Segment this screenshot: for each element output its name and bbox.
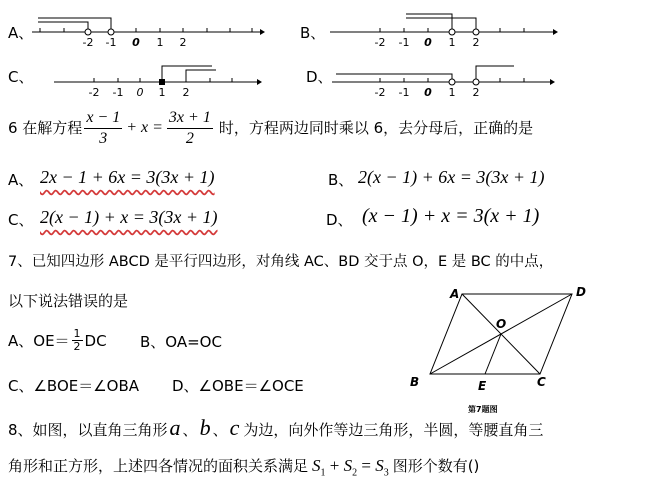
q6-option-d-expr: (x − 1) + x = 3(x + 1) [362, 205, 540, 227]
tick-label: -2 [374, 86, 386, 99]
q7-option-a-fraction [72, 328, 83, 353]
fraction-denominator: 3 [99, 129, 108, 147]
q6-fraction-1 [84, 108, 122, 149]
subscript: 3 [383, 467, 389, 479]
symbol-s: S [375, 456, 384, 475]
q8-line2-suffix: 图形个数有() [392, 457, 480, 475]
q7-option-c: C、∠BOE＝∠OBA [8, 377, 140, 395]
q8-line1-prefix: 8、如图，以直角三角形 [8, 421, 168, 439]
point-label-e: E [478, 379, 487, 393]
q8-separator: 、 [182, 421, 198, 439]
q6-equation-middle: + x = [126, 119, 163, 136]
number-line-d [330, 56, 555, 100]
subscript: 2 [352, 467, 358, 479]
q8-plus: + [325, 456, 344, 475]
fraction-numerator: x − 1 [84, 108, 122, 129]
q5-option-b-label: B、 [300, 24, 326, 42]
q6-stem-suffix: 时，方程两边同时乘以 6，去分母后，正确的是 [218, 119, 534, 137]
point-label-d: D [576, 285, 586, 299]
fraction-denominator: 2 [185, 129, 194, 147]
tick-label: 2 [179, 36, 187, 49]
tick-label: -2 [82, 36, 94, 49]
q8-line1 [8, 415, 544, 440]
fraction-numerator: 3x + 1 [167, 108, 213, 129]
q8-separator: 、 [212, 421, 228, 439]
q7-option-b: B、OA=OC [140, 333, 222, 351]
q6-option-c-label: C、 [8, 211, 34, 229]
q5-option-a-label: A、 [8, 24, 34, 42]
symbol-s: S [343, 456, 353, 475]
fraction-denominator: 2 [73, 340, 81, 353]
tick-label: -1 [398, 86, 410, 99]
q8-var-b: b [199, 415, 211, 440]
segment-oe [485, 334, 501, 374]
q5-option-c-label: C、 [8, 68, 34, 86]
q6-option-d-label: D、 [326, 211, 353, 229]
q8-var-c: c [229, 415, 240, 440]
point-label-b: B [410, 375, 420, 389]
q8-line2-prefix: 角形和正方形，上述四各情况的面积关系满足 [8, 457, 309, 475]
tick-label: 0 [424, 86, 432, 99]
tick-label: 1 [156, 36, 164, 49]
q8-equals: = [357, 456, 376, 475]
number-line-c [52, 56, 262, 100]
q7-option-a [8, 328, 107, 353]
q8-var-a: a [169, 415, 181, 440]
tick-label: 2 [472, 86, 480, 99]
tick-label: 2 [182, 86, 190, 99]
q6-option-b-label: B、 [328, 171, 354, 189]
tick-label: -2 [374, 36, 386, 49]
q6-stem-prefix: 6 在解方程 [8, 119, 83, 137]
q8-line1-suffix: 为边，向外作等边三角形，半圆，等腰直角三 [243, 421, 544, 439]
symbol-s: S [312, 456, 321, 475]
subscript: 1 [320, 467, 326, 479]
q6-stem [8, 106, 533, 150]
q6-option-c-expr: 2(x − 1) + x = 3(3x + 1) [40, 207, 218, 227]
tick-label: 2 [472, 36, 480, 49]
tick-label: 1 [158, 86, 166, 99]
q8-line2 [8, 457, 479, 482]
q7-parallelogram-figure [400, 278, 610, 418]
q7-option-d: D、∠OBE＝∠OCE [172, 377, 304, 395]
tick-label: -1 [105, 36, 117, 49]
q7-stem-line1: 7、已知四边形 ABCD 是平行四边形，对角线 AC、BD 交于点 O，E 是 BC 的中点， [8, 254, 554, 270]
point-label-a: A [450, 287, 460, 301]
q6-option-a-expr: 2x − 1 + 6x = 3(3x + 1) [40, 167, 215, 187]
tick-label: 0 [424, 36, 432, 49]
tick-label: -2 [88, 86, 100, 99]
tick-label: 0 [132, 36, 140, 49]
q8-s1 [312, 457, 326, 482]
q6-option-b-expr: 2(x − 1) + 6x = 3(3x + 1) [358, 167, 545, 187]
q7-option-a-label: A、OE＝ [8, 331, 70, 350]
figure-caption: 第7题图 [468, 405, 498, 414]
tick-label: -1 [112, 86, 124, 99]
number-line-b [328, 6, 558, 50]
tick-label: 0 [136, 86, 144, 99]
q7-stem-line2: 以下说法错误的是 [8, 292, 129, 310]
tick-label: -1 [398, 36, 410, 49]
fraction-numerator: 1 [73, 327, 81, 340]
number-line-a [30, 6, 265, 50]
q8-s2 [344, 457, 358, 482]
q5-option-d-label: D、 [306, 68, 333, 86]
q7-option-a-tail: DC [84, 331, 107, 350]
q8-s3 [375, 457, 389, 482]
q6-fraction-2 [167, 108, 213, 149]
point-label-c: C [537, 375, 546, 389]
point-label-o: O [496, 317, 507, 331]
tick-label: 1 [448, 36, 456, 49]
tick-label: 1 [448, 86, 456, 99]
q6-option-a-label: A、 [8, 171, 34, 189]
